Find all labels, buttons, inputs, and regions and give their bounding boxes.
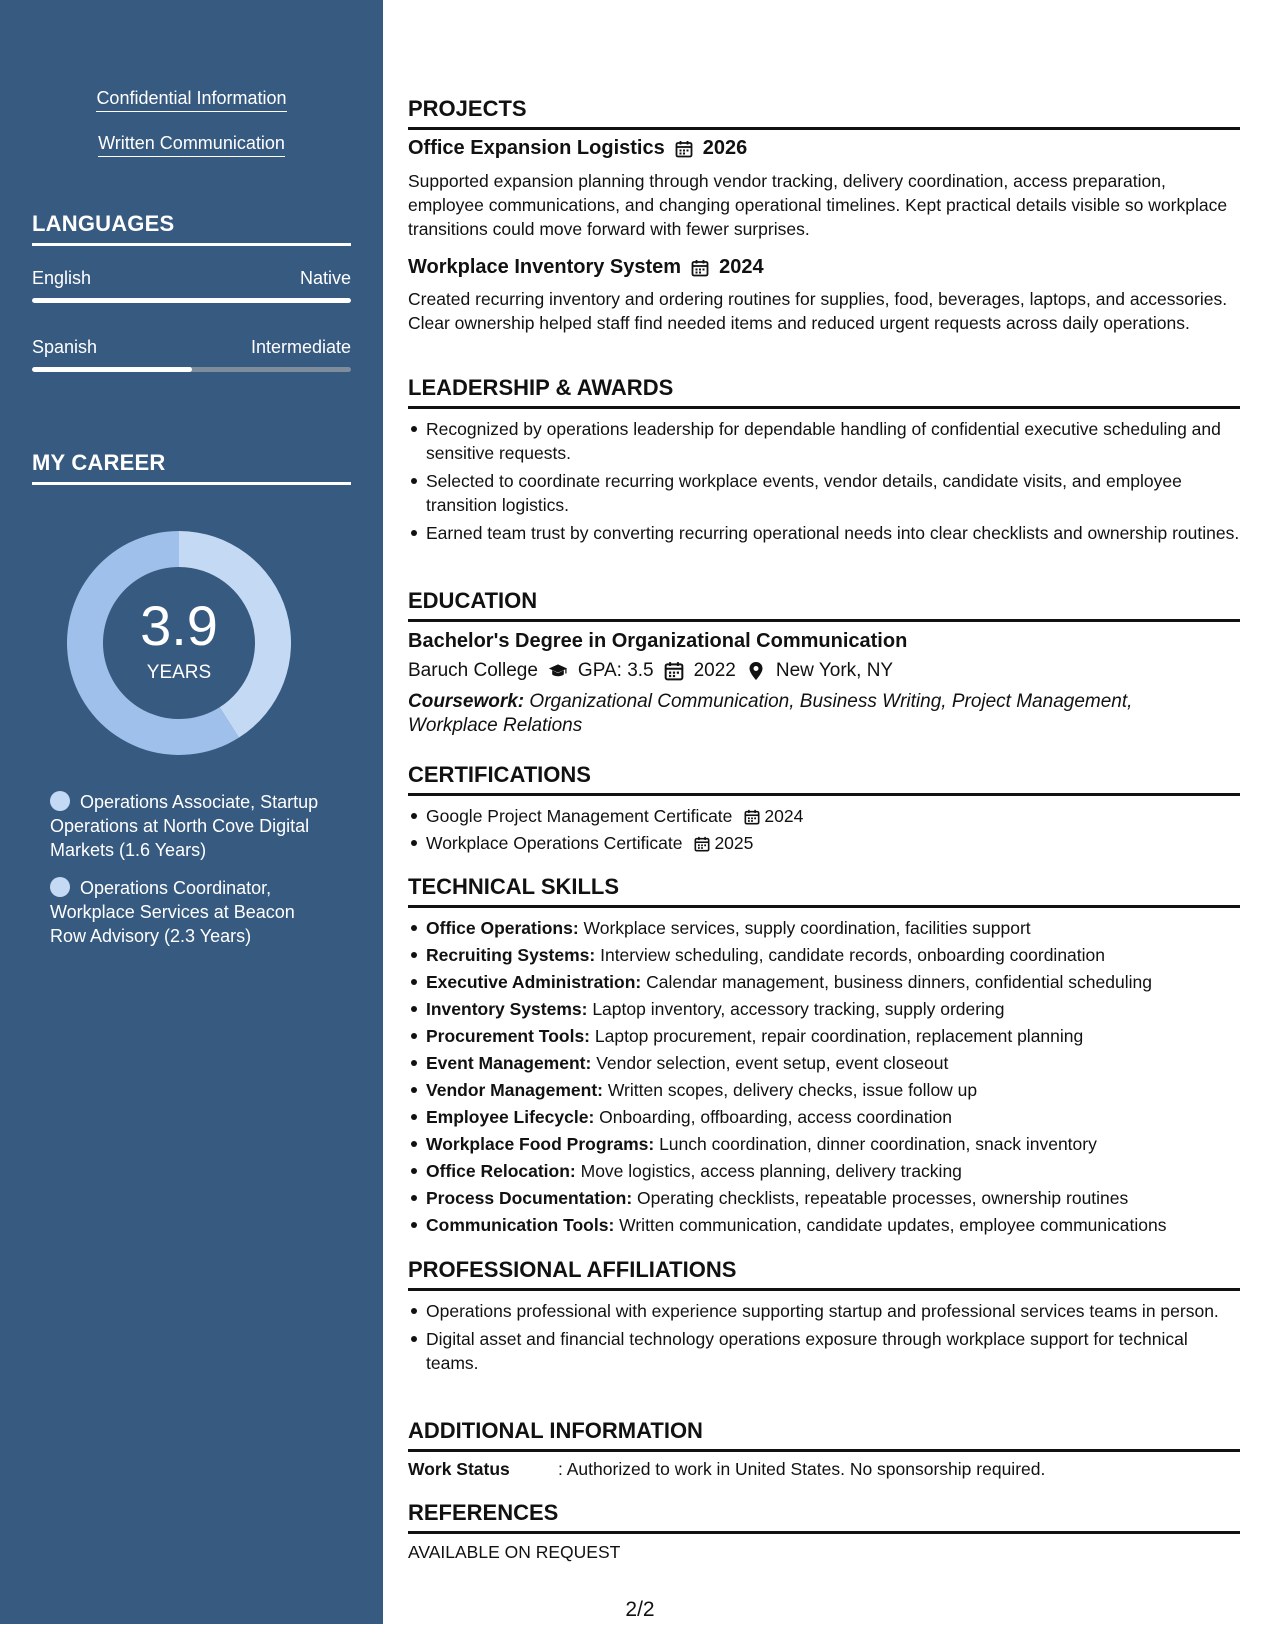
project-title-row [408, 256, 764, 279]
graduation-year: 2022 [693, 660, 736, 681]
career-legend-dot [50, 877, 70, 897]
coursework-list: Organizational Communication, Business Writing, Project Management, Workplace Relations [408, 691, 1133, 736]
certification-date [694, 833, 753, 853]
affiliations-list [408, 1299, 1240, 1375]
skill-label: Office Operations: [426, 918, 579, 938]
references-heading: REFERENCES [408, 1500, 1240, 1534]
project-title-row [408, 137, 747, 160]
career-entry-text: Operations Coordinator, Workplace Services at Beacon Row Advisory (2.3 Years) [50, 878, 295, 946]
skill-label: Inventory Systems: [426, 999, 588, 1019]
strength-label: Written Communication [98, 133, 285, 157]
skill-item [408, 916, 1240, 940]
certification-date [744, 806, 803, 826]
certification-item [408, 831, 1240, 855]
career-entry [50, 876, 330, 948]
skill-item [408, 1186, 1240, 1210]
career-entry-text: Operations Associate, Startup Operations at North Cove Digital Markets (1.6 Years) [50, 792, 319, 860]
graduation-cap-icon [548, 661, 568, 681]
skill-label: Executive Administration: [426, 972, 642, 992]
career-entry [50, 790, 330, 862]
career-total-unit: YEARS [146, 662, 212, 683]
skill-item [408, 997, 1240, 1021]
project-description: Supported expansion planning through vendor tracking, delivery coordination, access preparation, employee communications, and changing operational timelines. Kept practical details visible so workplace transitions could move forward with fewer surprises. [408, 171, 1228, 239]
skill-text: Onboarding, offboarding, access coordination [599, 1107, 952, 1127]
language-row [32, 268, 351, 289]
skill-label: Communication Tools: [426, 1215, 615, 1235]
strength-item[interactable] [0, 88, 383, 112]
language-proficiency-fill [32, 298, 351, 303]
language-name: Spanish [32, 337, 98, 357]
skill-item [408, 1213, 1240, 1237]
list-item: Digital asset and financial technology operations exposure through workplace support for technical teams. [408, 1327, 1240, 1375]
language-row [32, 337, 351, 358]
skill-label: Employee Lifecycle: [426, 1107, 595, 1127]
skill-text: Vendor selection, event setup, event closeout [596, 1053, 949, 1073]
language-proficiency-bar [32, 298, 351, 303]
degree-title: Bachelor's Degree in Organizational Communication [408, 630, 908, 652]
languages-heading: LANGUAGES [32, 211, 351, 246]
certification-year: 2024 [764, 806, 804, 826]
coursework-label: Coursework: [408, 691, 525, 712]
certification-year: 2025 [714, 833, 754, 853]
school-name: Baruch College [408, 660, 538, 681]
certifications-heading: CERTIFICATIONS [408, 762, 1240, 796]
skill-text: Calendar management, business dinners, confidential scheduling [646, 972, 1152, 992]
skill-text: Move logistics, access planning, delivery tracking [580, 1161, 962, 1181]
coursework [408, 690, 1188, 738]
list-item: Selected to coordinate recurring workplace events, vendor details, candidate visits, and employee transition logistics. [408, 469, 1240, 517]
calendar-icon [675, 140, 693, 158]
skill-label: Recruiting Systems: [426, 945, 596, 965]
skill-item [408, 1051, 1240, 1075]
list-item: Recognized by operations leadership for dependable handling of confidential executive scheduling and sensitive requests. [408, 417, 1240, 465]
career-total-value: 3.9 [140, 594, 218, 657]
skill-label: Procurement Tools: [426, 1026, 591, 1046]
gpa: GPA: 3.5 [577, 660, 654, 681]
school-location: New York, NY [775, 660, 894, 681]
skill-text: Operating checklists, repeatable processes, ownership routines [637, 1188, 1129, 1208]
career-legend-dot [50, 791, 70, 811]
skill-text: Laptop inventory, accessory tracking, supply ordering [592, 999, 1005, 1019]
career-heading: MY CAREER [32, 450, 351, 485]
skill-label: Process Documentation: [426, 1188, 633, 1208]
skill-item [408, 943, 1240, 967]
skill-label: Vendor Management: [426, 1080, 603, 1100]
leadership-heading: LEADERSHIP & AWARDS [408, 375, 1240, 409]
list-item: Earned team trust by converting recurring operational needs into clear checklists and ownership routines. [408, 521, 1240, 545]
language-proficiency-fill [32, 367, 192, 372]
certification-name: Google Project Management Certificate [426, 806, 733, 826]
strength-item[interactable] [0, 133, 383, 157]
affiliations-heading: PROFESSIONAL AFFILIATIONS [408, 1257, 1240, 1291]
sidebar [0, 0, 383, 1624]
skill-label: Office Relocation: [426, 1161, 576, 1181]
skill-item [408, 1078, 1240, 1102]
skill-text: Interview scheduling, candidate records, onboarding coordination [600, 945, 1105, 965]
education-heading: EDUCATION [408, 588, 1240, 622]
location-pin-icon [746, 661, 766, 681]
skill-label: Workplace Food Programs: [426, 1134, 655, 1154]
certification-name: Workplace Operations Certificate [426, 833, 683, 853]
project-title: Office Expansion Logistics [408, 137, 665, 159]
language-level: Intermediate [250, 337, 351, 357]
skill-item [408, 1105, 1240, 1129]
list-item: Operations professional with experience supporting startup and professional services teams in person. [408, 1299, 1240, 1323]
certifications-list [408, 804, 1240, 855]
certification-item [408, 804, 1240, 828]
skill-item [408, 1159, 1240, 1183]
skill-item [408, 970, 1240, 994]
career-donut-chart [66, 530, 292, 756]
skill-item [408, 1132, 1240, 1156]
work-status-value: : Authorized to work in United States. No sponsorship required. [558, 1459, 1046, 1479]
calendar-icon [744, 809, 760, 825]
projects-heading: PROJECTS [408, 96, 1240, 130]
project-year: 2026 [702, 137, 748, 159]
skills-heading: TECHNICAL SKILLS [408, 874, 1240, 908]
calendar-icon [691, 259, 709, 277]
page-number: 2/2 [625, 1598, 655, 1621]
skill-text: Lunch coordination, dinner coordination, snack inventory [659, 1134, 1097, 1154]
calendar-icon [694, 836, 710, 852]
language-proficiency-bar [32, 367, 351, 372]
additional-info-heading: ADDITIONAL INFORMATION [408, 1418, 1240, 1452]
language-level: Native [299, 268, 351, 288]
project-description: Created recurring inventory and ordering routines for supplies, food, beverages, laptops, and accessories. Clear ownership helped staff find needed items and reduced urgent requests across daily operations. [408, 289, 1228, 333]
skill-text: Written communication, candidate updates, employee communications [619, 1215, 1167, 1235]
career-donut-center [66, 530, 292, 756]
skill-text: Laptop procurement, repair coordination, replacement planning [594, 1026, 1084, 1046]
skill-text: Workplace services, supply coordination, facilities support [583, 918, 1031, 938]
references-text: AVAILABLE ON REQUEST [408, 1542, 621, 1562]
work-status-row [408, 1459, 1045, 1480]
work-status-label: Work Status [408, 1459, 510, 1479]
project-title: Workplace Inventory System [408, 256, 682, 278]
leadership-list [408, 417, 1240, 545]
project-year: 2024 [719, 256, 764, 278]
language-name: English [32, 268, 92, 288]
education-meta [408, 660, 893, 682]
skill-item [408, 1024, 1240, 1048]
skills-list [408, 916, 1240, 1237]
calendar-icon [664, 661, 684, 681]
skill-text: Written scopes, delivery checks, issue follow up [607, 1080, 978, 1100]
strength-label: Confidential Information [96, 88, 286, 112]
skill-label: Event Management: [426, 1053, 592, 1073]
